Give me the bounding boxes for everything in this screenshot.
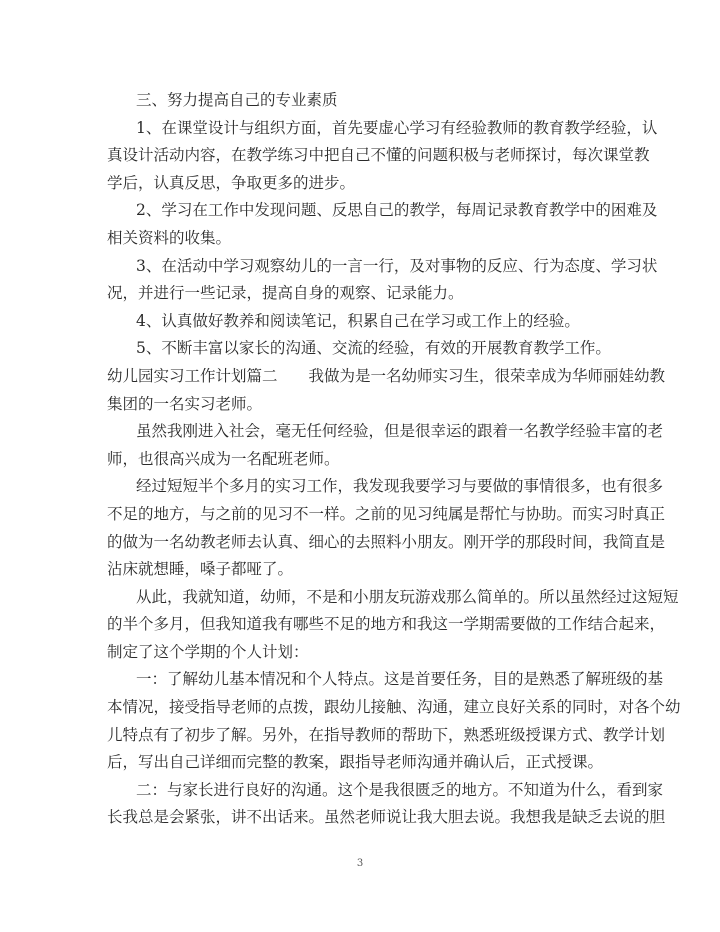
text-line: 一：了解幼儿基本情况和个人特点。这是首要任务，目的是熟悉了解班级的基: [136, 670, 664, 689]
text-line: 2、学习在工作中发现问题、反思自己的教学，每周记录教育教学中的困难及: [136, 201, 658, 220]
text-line: 二：与家长进行良好的沟通。这个是我很匮乏的地方。不知道为什么，看到家: [136, 780, 664, 799]
text-line: 后，写出自己详细而完整的教案，跟指导老师沟通并确认后，正式授课。: [107, 753, 604, 772]
text-line: 5、不断丰富以家长的沟通、交流的经验，有效的开展教育教学工作。: [136, 339, 611, 358]
page-number: 3: [356, 858, 364, 869]
text-line: 相关资料的收集。: [107, 228, 232, 247]
text-line: 真设计活动内容，在教学练习中把自己不懂的问题积极与老师探讨，每次课堂教: [107, 146, 650, 165]
text-line: 从此，我就知道，幼师，不是和小朋友玩游戏那么简单的。所以虽然经过这短短: [136, 587, 679, 606]
text-line: 不足的地方，与之前的见习不一样。之前的见习纯属是帮忙与协助。而实习时真正: [107, 504, 666, 523]
document-page: [107, 87, 681, 832]
text-line: 沾床就想睡，嗓子都哑了。: [107, 560, 294, 579]
text-line: 的做为一名幼教老师去认真、细心的去照料小朋友。刚开学的那段时间，我简直是: [107, 532, 666, 551]
text-line: 儿特点有了初步了解。另外，在指导教师的帮助下，熟悉班级授课方式、教学计划: [107, 725, 666, 744]
text-line: 三、努力提高自己的专业素质: [136, 91, 338, 109]
text-line: 1、在课堂设计与组织方面，首先要虚心学习有经验教师的教育教学经验，认: [136, 118, 658, 137]
text-line: 况，并进行一些记录，提高自身的观察、记录能力。: [107, 284, 464, 303]
text-line: 本情况，接受指导老师的点拨，跟幼儿接触、沟通，建立良好关系的同时，对各个幼: [107, 698, 681, 717]
text-line: 虽然我刚进入社会，毫无任何经验，但是很幸运的跟着一名教学经验丰富的老: [136, 422, 664, 441]
text-line: 学后，认真反思，争取更多的进步。: [107, 173, 356, 192]
text-line: 经过短短半个多月的实习工作，我发现我要学习与要做的事情很多，也有很多: [136, 477, 664, 496]
text-line: 3、在活动中学习观察幼儿的一言一行，及对事物的反应、行为态度、学习状: [136, 256, 658, 275]
text-line: 的半个多月，但我知道我有哪些不足的地方和我这一学期需要做的工作结合起来，: [107, 615, 666, 634]
text-line: 师，也很高兴成为一名配班老师。: [107, 449, 340, 468]
text-line: 集团的一名实习老师。: [107, 394, 263, 413]
text-line: 幼儿园实习工作计划篇二 我做为是一名幼师实习生，很荣幸成为华师丽娃幼教: [107, 366, 666, 385]
text-line: 制定了这个学期的个人计划：: [107, 642, 309, 661]
text-line: 4、认真做好教养和阅读笔记，积累自己在学习或工作上的经验。: [136, 311, 580, 330]
text-line: 长我总是会紧张，讲不出话来。虽然老师说让我大胆去说。我想我是缺乏去说的胆: [107, 808, 666, 827]
